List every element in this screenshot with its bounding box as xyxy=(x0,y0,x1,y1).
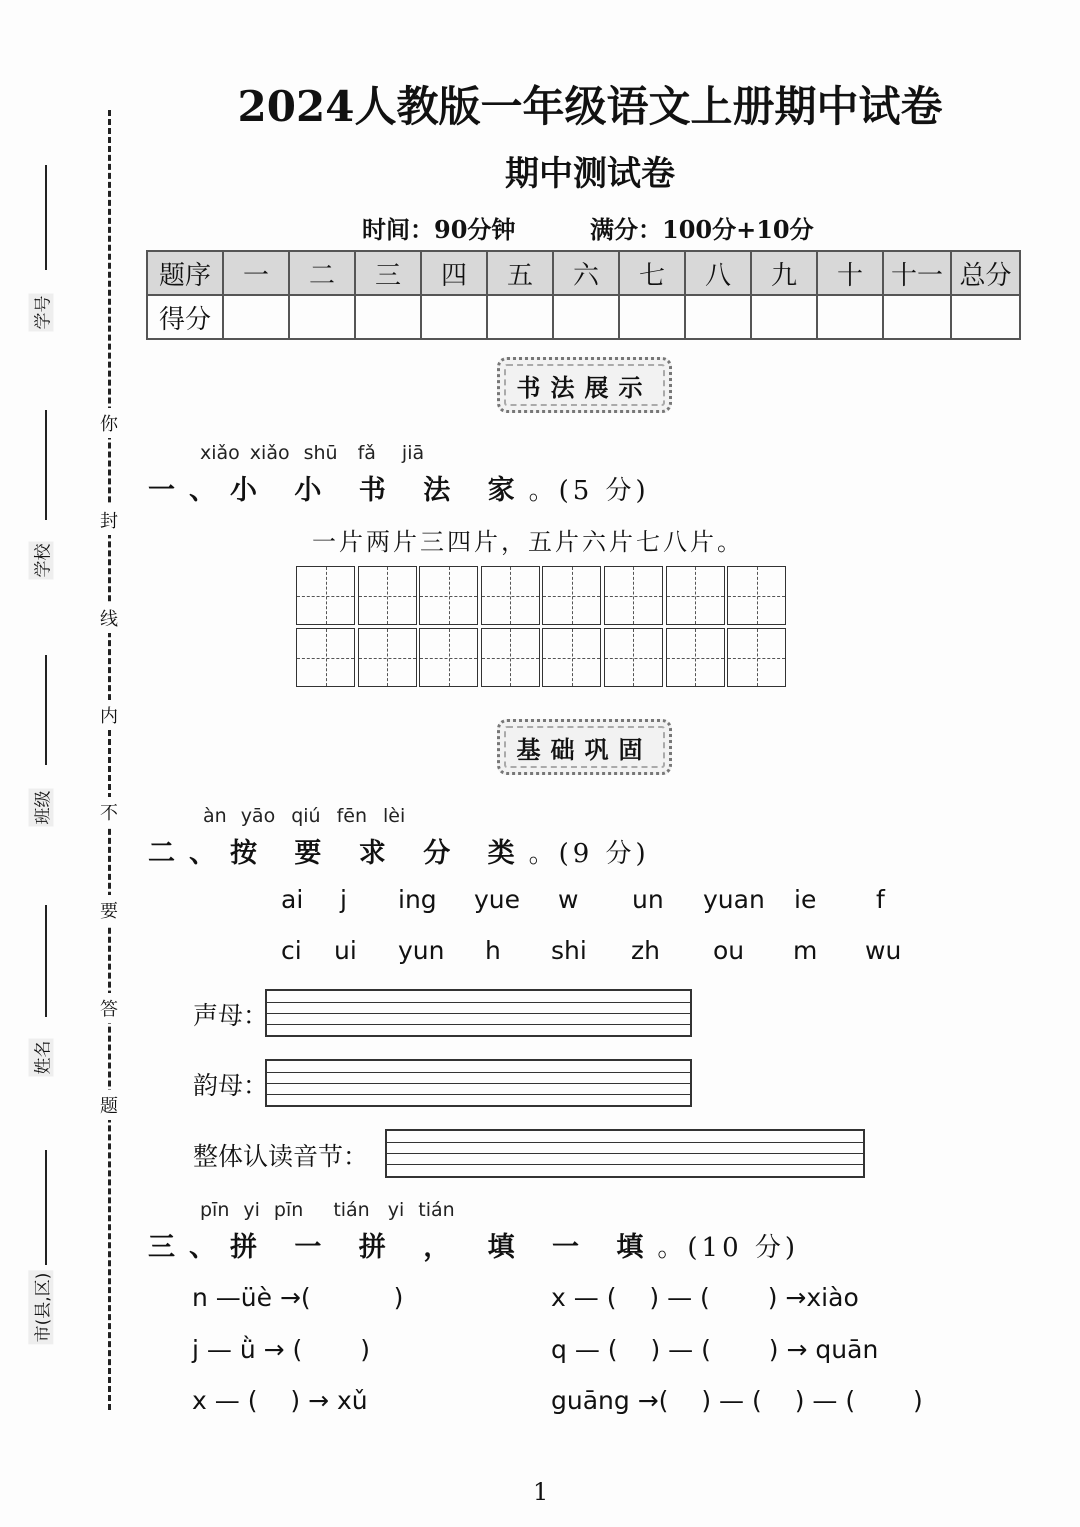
pinyin: pīn xyxy=(200,1199,230,1221)
pinyin: tián xyxy=(333,1199,370,1221)
table-cell: 四 xyxy=(421,251,487,295)
table-cell: 六 xyxy=(553,251,619,295)
seal-char: 你 xyxy=(100,408,118,438)
table-cell: 八 xyxy=(685,251,751,295)
table-cell: 三 xyxy=(355,251,421,295)
syllable: ie xyxy=(794,885,817,914)
exam-subtitle: 期中测试卷 xyxy=(505,154,675,194)
score-cell[interactable] xyxy=(487,295,553,339)
answer-lines-finals[interactable] xyxy=(265,1059,692,1107)
score-cell[interactable] xyxy=(355,295,421,339)
field-line xyxy=(45,905,47,1017)
pinyin: jiā xyxy=(401,442,425,464)
seal-char: 要 xyxy=(100,895,118,925)
field-line xyxy=(45,410,47,520)
syllable: j xyxy=(340,885,347,914)
answer-lines-initials[interactable] xyxy=(265,989,692,1037)
syllable: zh xyxy=(631,936,660,965)
label-initials: 声母： xyxy=(193,1001,269,1030)
syllable: yun xyxy=(398,936,445,965)
score-cell[interactable] xyxy=(817,295,883,339)
writing-grid-row[interactable] xyxy=(296,566,788,625)
pinyin: fǎ xyxy=(357,442,376,464)
heading-text: 一、小 小 书 法 家 xyxy=(148,475,529,506)
table-cell: 五 xyxy=(487,251,553,295)
pinyin: qiú xyxy=(291,805,321,827)
exercise-item[interactable]: x — ( ) — ( ) →xiào xyxy=(551,1283,859,1312)
field-line xyxy=(45,655,47,765)
table-cell: 总分 xyxy=(951,251,1020,295)
pinyin: fēn xyxy=(336,805,368,827)
score-cell[interactable] xyxy=(223,295,289,339)
syllable: shi xyxy=(551,936,587,965)
seal-char: 内 xyxy=(100,700,118,730)
seal-char: 线 xyxy=(100,603,118,633)
syllable: f xyxy=(876,885,885,914)
table-row xyxy=(147,251,1020,295)
table-cell: 十 xyxy=(817,251,883,295)
syllable: ui xyxy=(334,936,357,965)
pinyin: lèi xyxy=(383,805,406,827)
syllable: w xyxy=(558,885,579,914)
syllable: m xyxy=(793,936,818,965)
table-cell: 二 xyxy=(289,251,355,295)
table-cell: 得分 xyxy=(147,295,223,339)
table-cell: 九 xyxy=(751,251,817,295)
q2-heading xyxy=(148,831,650,870)
seal-char: 题 xyxy=(100,1090,118,1120)
score-table xyxy=(146,250,1021,340)
field-student-id: 学号 xyxy=(29,294,54,332)
q3-pinyin xyxy=(200,1199,455,1221)
table-cell: 七 xyxy=(619,251,685,295)
exam-time: 时间：90分钟 xyxy=(362,215,516,244)
answer-lines-whole-syllables[interactable] xyxy=(385,1129,865,1178)
section-banner: 基础巩固 xyxy=(497,719,672,775)
heading-text: 二、按 要 求 分 类 xyxy=(148,838,529,869)
score-cell[interactable] xyxy=(289,295,355,339)
seal-char: 不 xyxy=(100,797,118,827)
heading-score: 。(5 分) xyxy=(528,476,650,506)
field-line xyxy=(45,1150,47,1265)
table-row xyxy=(147,295,1020,339)
seal-dotted-line xyxy=(108,110,111,1410)
score-cell[interactable] xyxy=(883,295,951,339)
page-number: 1 xyxy=(533,1478,549,1506)
syllable: ci xyxy=(281,936,302,965)
pinyin: yāo xyxy=(240,805,276,827)
label-whole-syllables: 整体认读音节： xyxy=(193,1142,369,1171)
syllable: yuan xyxy=(703,885,765,914)
heading-score: 。(10 分) xyxy=(657,1233,800,1263)
score-cell[interactable] xyxy=(553,295,619,339)
q1-sentence: 一片两片三四片，五片六片七八片。 xyxy=(312,528,744,556)
field-class: 班级 xyxy=(29,789,54,827)
pinyin: tián xyxy=(418,1199,455,1221)
q1-heading xyxy=(148,468,650,507)
syllable: ing xyxy=(398,885,437,914)
seal-char: 答 xyxy=(100,993,118,1023)
score-cell[interactable] xyxy=(619,295,685,339)
q1-pinyin xyxy=(200,442,424,464)
score-cell[interactable] xyxy=(685,295,751,339)
seal-char: 封 xyxy=(100,505,118,535)
score-cell[interactable] xyxy=(421,295,487,339)
field-school: 学校 xyxy=(29,542,54,580)
pinyin: xiǎo xyxy=(249,442,290,464)
pinyin: pīn xyxy=(273,1199,304,1221)
pinyin: xiǎo xyxy=(200,442,240,464)
pinyin: àn xyxy=(203,805,227,827)
pinyin: yi xyxy=(243,1199,260,1221)
syllable: yue xyxy=(474,885,521,914)
exam-title: 2024人教版一年级语文上册期中试卷 xyxy=(237,82,943,131)
heading-score: 。(9 分) xyxy=(528,839,650,869)
syllable: wu xyxy=(865,936,902,965)
q2-pinyin xyxy=(203,805,405,827)
table-cell: 十一 xyxy=(883,251,951,295)
syllable: h xyxy=(485,936,501,965)
heading-text: 三、拼 一 拼 ， 填 一 填 xyxy=(148,1232,658,1263)
label-finals: 韵母： xyxy=(193,1071,269,1100)
syllable: ou xyxy=(713,936,745,965)
score-cell[interactable] xyxy=(951,295,1020,339)
syllable: un xyxy=(632,885,664,914)
exercise-item[interactable]: q — ( ) — ( ) → quān xyxy=(551,1335,879,1364)
pinyin: shū xyxy=(303,442,338,464)
exercise-item[interactable]: x — ( ) → xǔ xyxy=(192,1386,368,1415)
exercise-item[interactable]: n —üè →( ) xyxy=(192,1283,404,1312)
q3-heading xyxy=(148,1225,799,1264)
table-cell: 一 xyxy=(223,251,289,295)
exam-full-score: 满分：100分+10分 xyxy=(590,215,814,244)
pinyin: yi xyxy=(387,1199,405,1221)
score-cell[interactable] xyxy=(751,295,817,339)
syllable: ai xyxy=(281,885,304,914)
writing-grid-row[interactable] xyxy=(296,628,788,687)
section-banner: 书法展示 xyxy=(497,357,672,413)
table-cell: 题序 xyxy=(147,251,223,295)
exercise-item[interactable]: guāng →( ) — ( ) — ( ) xyxy=(551,1386,923,1415)
field-name: 姓名 xyxy=(29,1039,54,1077)
exercise-item[interactable]: j — ǜ → ( ) xyxy=(192,1335,370,1364)
field-district: 市(县,区) xyxy=(28,1271,53,1345)
